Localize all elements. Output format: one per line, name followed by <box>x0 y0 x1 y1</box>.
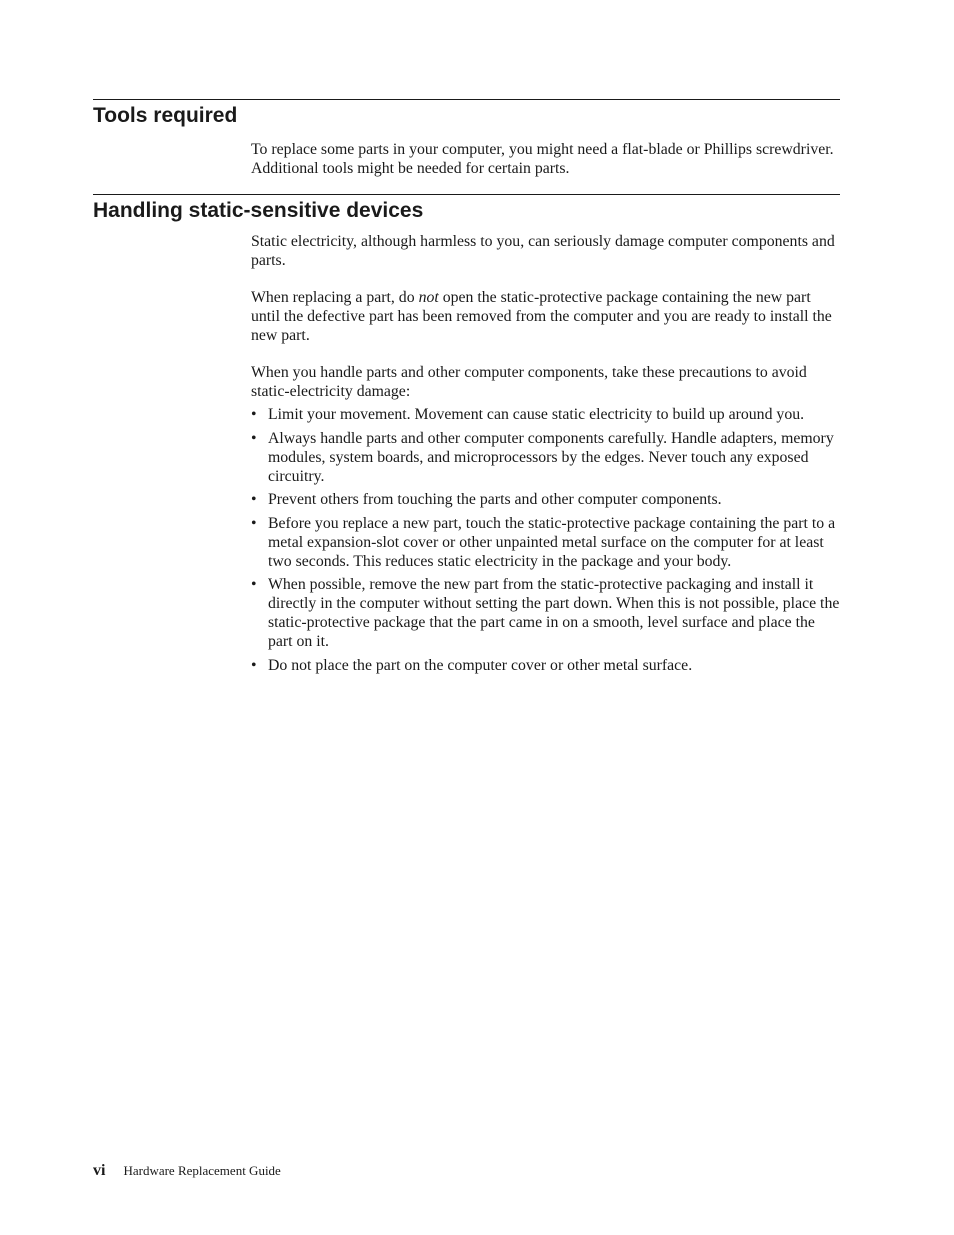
bullet-icon: • <box>251 429 257 447</box>
list-item <box>251 405 840 424</box>
list-item <box>251 490 840 509</box>
list-item-text: When possible, remove the new part from the static-protective packaging and install it directly in the computer without setting the part down. When this is not possible, place the static-protective package that the part came in on a smooth, level surface and place the part on it. <box>268 576 840 650</box>
precautions-list <box>251 405 840 675</box>
bullet-icon: • <box>251 656 257 674</box>
section-heading: Handling static-sensitive devices <box>93 199 424 222</box>
section-handling-static <box>93 194 840 679</box>
bullet-icon: • <box>251 514 257 532</box>
list-item <box>251 429 840 486</box>
list-item-text: Do not place the part on the computer cover or other metal surface. <box>268 656 693 674</box>
list-item <box>251 514 840 571</box>
list-item-text: Always handle parts and other computer components carefully. Handle adapters, memory modules, system boards, and microprocessors by the edges. Never touch any exposed circuitry. <box>268 429 834 485</box>
paragraph: When you handle parts and other computer components, take these precautions to avoid static-electricity damage: <box>251 364 807 400</box>
paragraph: To replace some parts in your computer, you might need a flat-blade or Phillips screwdriver. Additional tools might be needed for certain parts. <box>251 141 834 177</box>
section-heading: Tools required <box>93 104 238 127</box>
page-footer <box>93 1162 281 1180</box>
bullet-icon: • <box>251 576 257 593</box>
paragraph <box>251 288 840 345</box>
bullet-icon: • <box>251 491 257 508</box>
section-body <box>251 232 840 675</box>
paragraph-text: open the static-protective package containing the new part until the defective part has been removed from the computer and you are ready to install the new part. <box>251 289 832 344</box>
page-number: vi <box>93 1162 106 1179</box>
emphasis: not <box>418 289 439 306</box>
bullet-icon: • <box>251 406 257 423</box>
list-item-text: Prevent others from touching the parts and other computer components. <box>268 491 722 508</box>
paragraph: Static electricity, although harmless to you, can seriously damage computer components and parts. <box>251 233 835 269</box>
section-tools-required <box>93 99 840 178</box>
list-item-text: Before you replace a new part, touch the static-protective package containing the part to a metal expansion-slot cover or other unpainted metal surface on the computer for at least two seconds. This reduces static electricity in the package and your body. <box>268 514 836 570</box>
paragraph-text: When replacing a part, do <box>251 289 419 306</box>
guide-title: Hardware Replacement Guide <box>123 1163 281 1178</box>
section-body <box>251 140 840 178</box>
list-item <box>251 575 840 651</box>
list-item <box>251 656 840 675</box>
list-item-text: Limit your movement. Movement can cause static electricity to build up around you. <box>268 406 805 423</box>
